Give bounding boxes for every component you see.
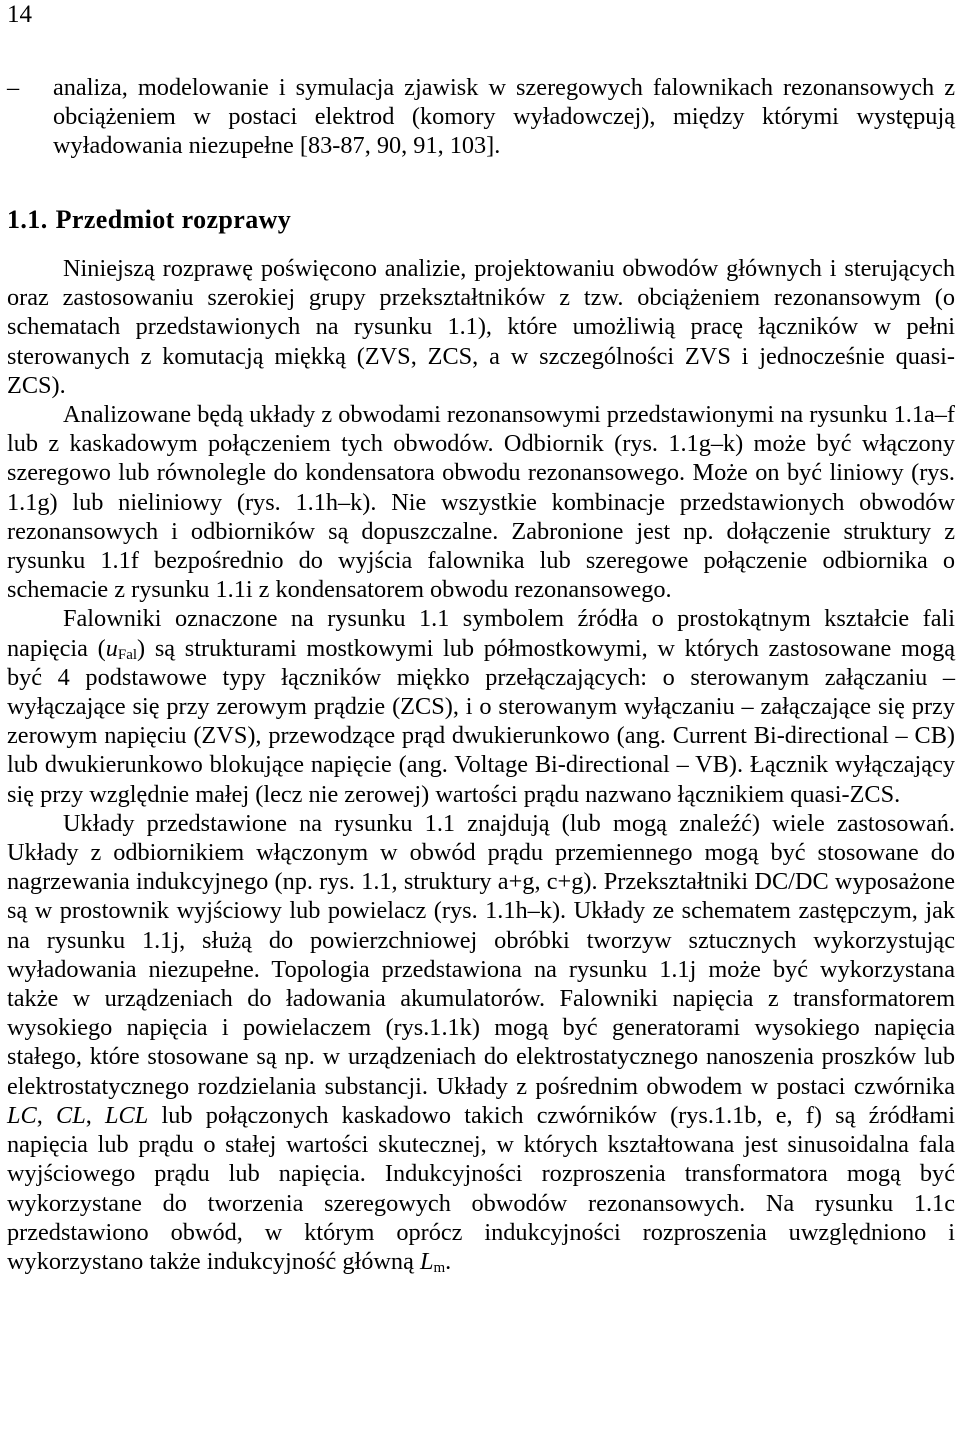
paragraph-3	[7, 604, 955, 808]
paragraph-4-text-a: Układy przedstawione na rysunku 1.1 znajdują (lub mogą znaleźć) wiele zastosowań. Układy z odbiornikiem włączonym w obwód prądu przemiennego mogą być stosowane do nagrzewania indukcyjnego (np. rys. 1.1, struktury a+g, c+g). Przekształtniki DC/DC wyposażone są w prostownik wyjściowy lub powielacz (rys. 1.1h–k). Układy ze schematem zastępczym, jak na rysunku 1.1j, służą do powierzchniowej obróbki tworzyw sztucznych wykorzystując wyładowania niezupełne. Topologia przedstawiona na rysunku 1.1j może być wykorzystana także w urządzeniach do ładowania akumulatorów. Falowniki napięcia z transformatorem wysokiego napięcia i powielaczem (rys.1.1k) mogą być generatorami wysokiego napięcia stałego, które stosowane są np. w urządzeniach do elektrostatycznego nanoszenia proszków lub elektrostatycznego rozdzielania substancji. Układy z pośrednim obwodem w postaci czwórnika	[7, 809, 955, 1100]
main-inductance-subscript: m	[433, 1259, 446, 1276]
paragraph-3-text-a: Falowniki oznaczone na rysunku 1.1 symbolem źródła o prostokątnym kształcie fali napięcia (	[7, 605, 955, 662]
inverter-voltage-subscript: Fal	[117, 646, 138, 663]
paragraph-4	[7, 809, 955, 1276]
paragraph-2: Analizowane będą układy z obwodami rezonansowymi przedstawionymi na rysunku 1.1a–f lub z kaskadowym połączeniem tych obwodów. Odbiornik (rys. 1.1g–k) może być włączony szeregowo lub równolegle do kondensatora obwodu rezonansowego. Może on być liniowy (rys. 1.1g) lub nieliniowy (rys. 1.1h–k). Nie wszystkie kombinacje przedstawionych obwodów rezonansowych i odbiorników są dopuszczalne. Zabronione jest np. dołączenie struktury z rysunku 1.1f bezpośrednio do wyjścia falownika lub szeregowe połączenie odbiornika o schemacie z rysunku 1.1i z kondensatorem obwodu rezonansowego.	[7, 401, 955, 604]
bullet-dash: –	[7, 74, 20, 101]
section-body	[7, 254, 955, 1276]
separator-1: ,	[36, 1101, 56, 1129]
page-number: 14	[7, 1, 32, 28]
paragraph-1: Niniejszą rozprawę poświęcono analizie, projektowaniu obwodów głównych i sterujących oraz zastosowaniu szerokiej grupy przekształtników z tzw. obciążeniem rezonansowym (o schematach przedstawionych na rysunku 1.1), które umożliwią pracę łączników w pełni sterowanych z komutacją miękką (ZVS, ZCS, a w szczególności ZVS i jednocześnie quasi-ZCS).	[7, 255, 955, 399]
bullet-text: analiza, modelowanie i symulacja zjawisk w szeregowych falownikach rezonansowych z obciążeniem w postaci elektrod (komory wyładowczej), między którymi występują wyładowania niezupełne [83-87, 90, 91, 103].	[53, 74, 955, 160]
paragraph-3-text-b: ) są strukturami mostkowymi lub półmostkowymi, w których zastosowane mogą być 4 podstawowe typy łączników miękko przełączających: o sterowanym załączaniu – wyłączające się przy zerowym prądzie (ZCS), i o sterowanym wyłączaniu – załączające się przy zerowym napięciu (ZVS), przewodzące prąd dwukierunkowo (ang. Current Bi-directional – CB) lub dwukierunkowo blokujące napięcie (ang. Voltage Bi-directional – VB). Łącznik wyłączający się przy względnie małej (lecz nie zerowej) wartości prądu nazwano łącznikiem quasi-ZCS.	[7, 634, 955, 808]
section-number: 1.1.	[7, 205, 48, 234]
quadripole-lcl: LCL	[105, 1101, 149, 1129]
section-title: Przedmiot rozprawy	[55, 205, 292, 234]
separator-2: ,	[85, 1101, 105, 1129]
paragraph-4-end: .	[445, 1247, 452, 1275]
quadripole-lc: LC	[7, 1101, 37, 1129]
bullet-item	[7, 73, 955, 161]
main-inductance-symbol: L	[419, 1247, 434, 1275]
section-heading	[7, 204, 291, 236]
paragraph-4-text-b: lub połączonych kaskadowo takich czwórników (rys.1.1b, e, f) są źródłami napięcia lub prądu o stałej wartości skutecznej, w których kształtowana jest sinusoidalna fala wyjściowego prądu lub napięcia. Indukcyjności rozproszenia transformatora mogą być wykorzystane do tworzenia szeregowych obwodów rezonansowych. Na rysunku 1.1c przedstawiono obwód, w którym oprócz indukcyjności rozproszenia uwzględniono i wykorzystano także indukcyjność główną	[7, 1101, 955, 1275]
quadripole-cl: CL	[56, 1101, 86, 1129]
inverter-voltage-symbol: u	[105, 634, 118, 662]
